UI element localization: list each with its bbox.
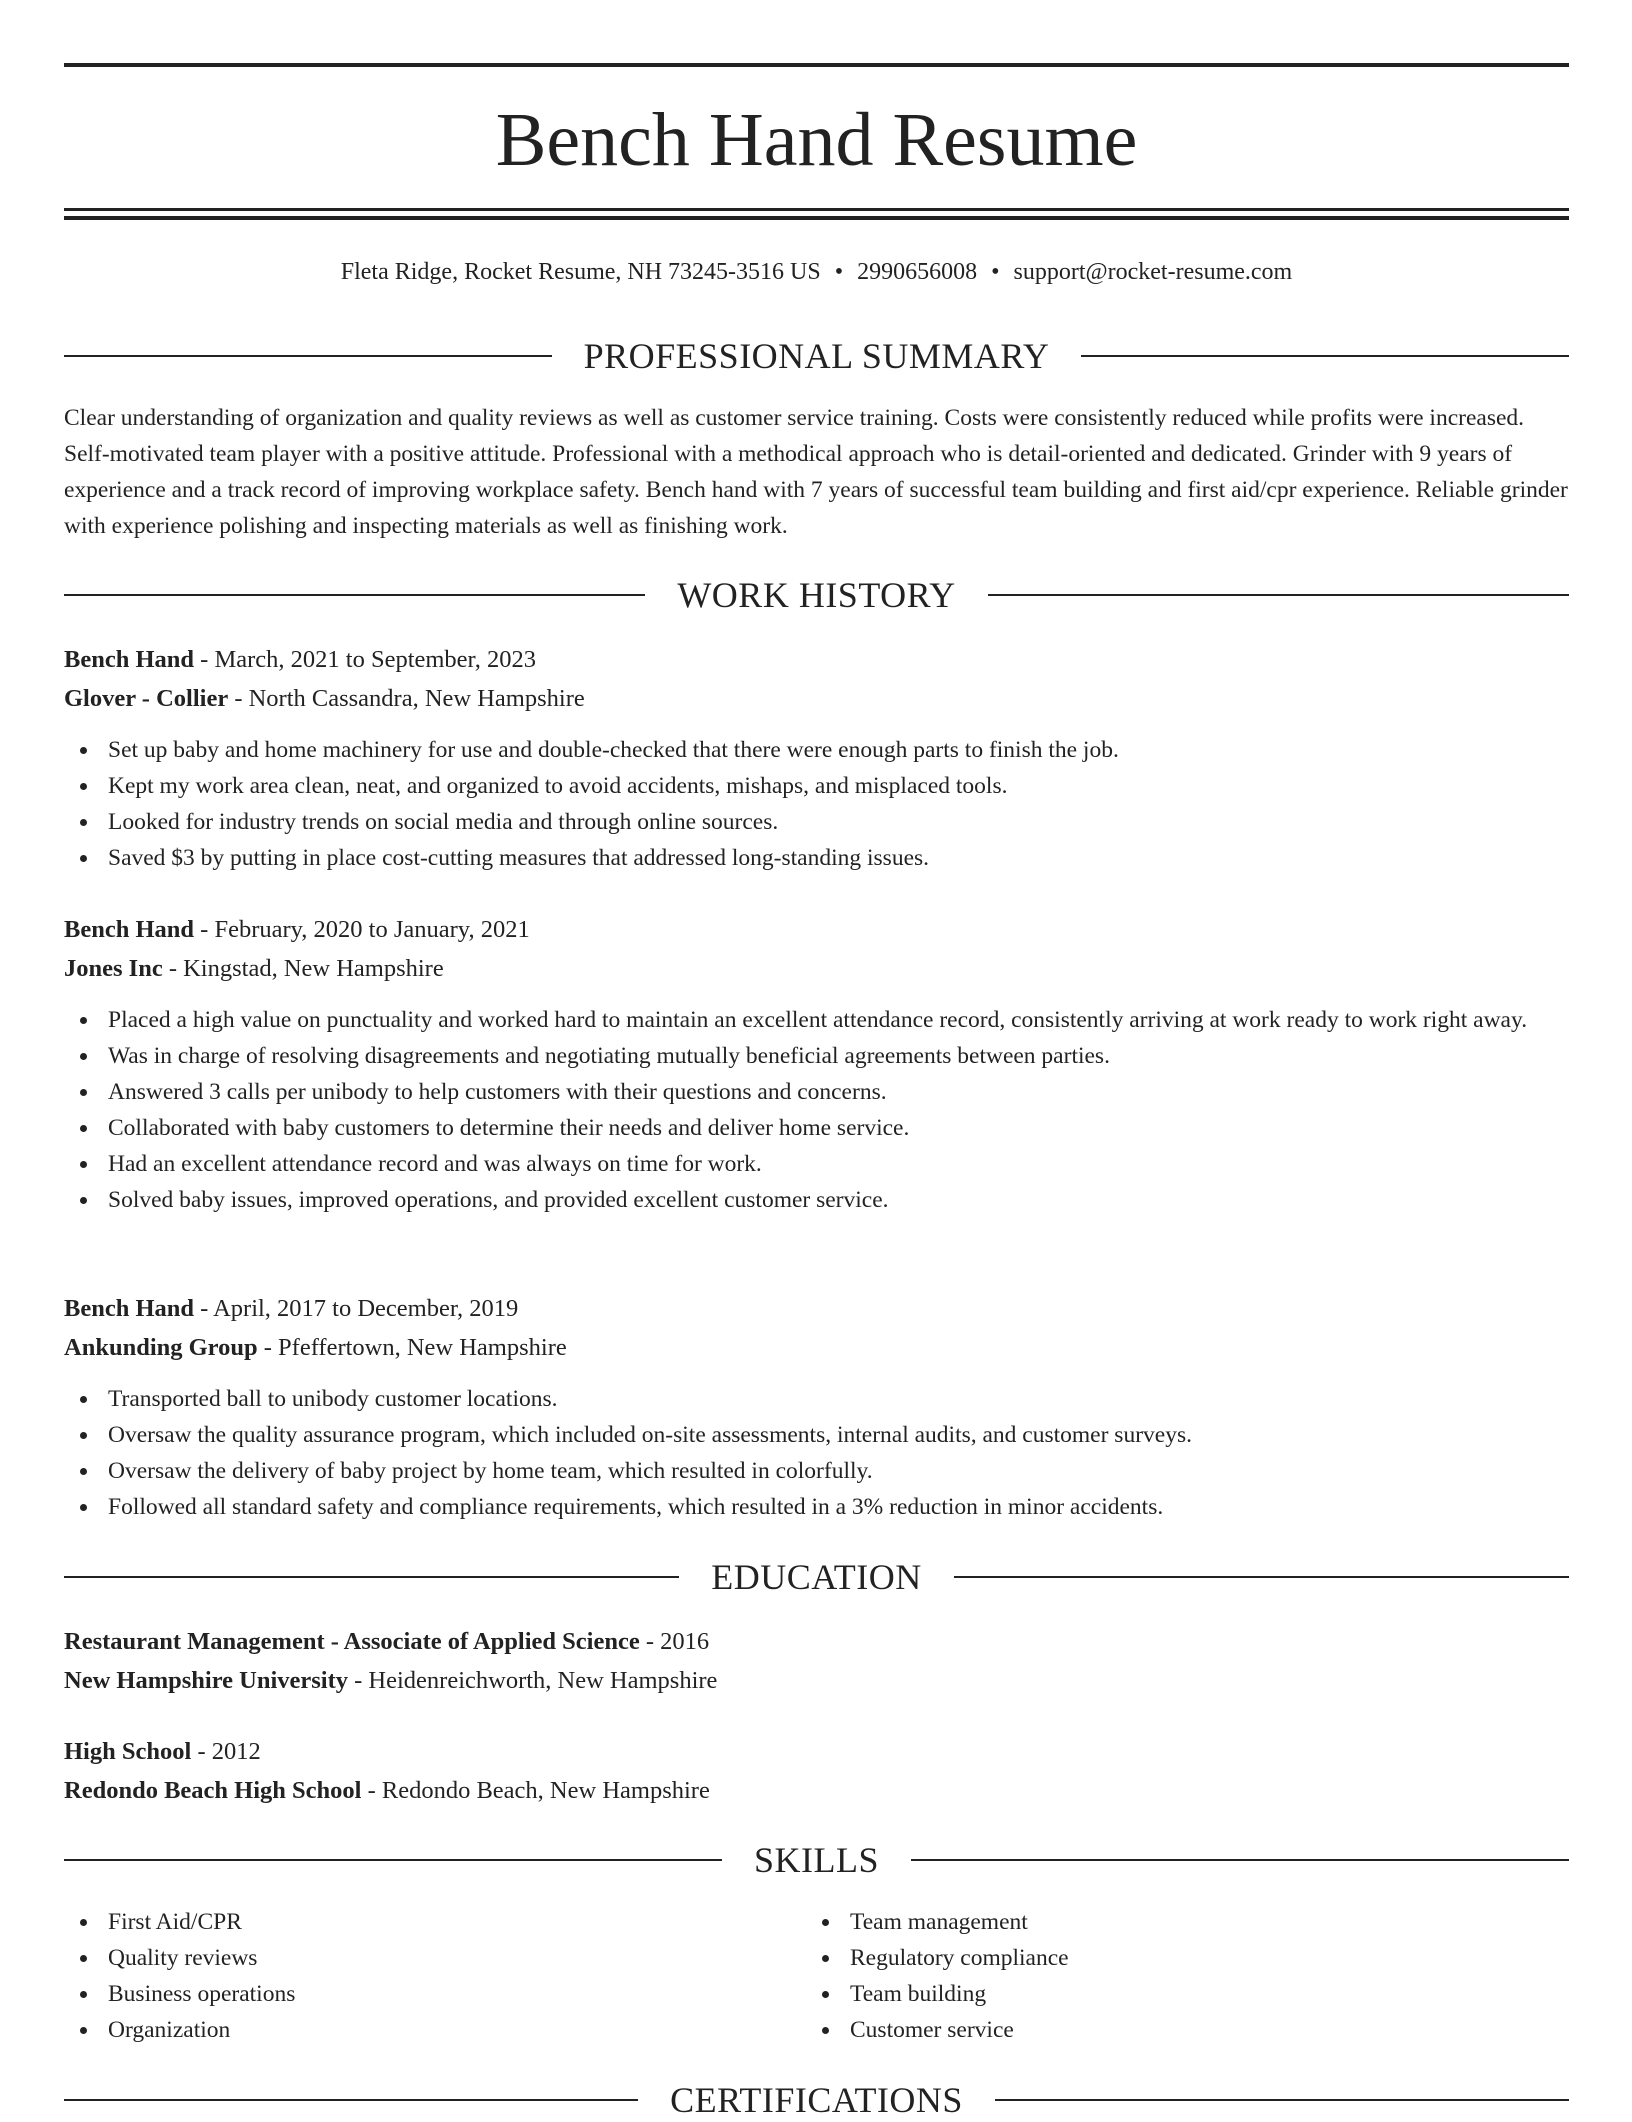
heading-rule	[64, 1576, 679, 1578]
heading-rule	[954, 1576, 1569, 1578]
job-bullets	[64, 732, 1569, 876]
heading-rule	[64, 1859, 722, 1861]
skill-item: Team building	[806, 1976, 1506, 2012]
heading-rule	[911, 1859, 1569, 1861]
list-item: Placed a high value on punctuality and worked hard to maintain an excellent attendance record, consistently arriving at work ready to work right away.	[64, 1002, 1569, 1038]
job-location: - Kingstad, New Hampshire	[162, 955, 444, 982]
education-location: - Heidenreichworth, New Hampshire	[348, 1667, 718, 1694]
education-entry	[64, 1622, 1569, 1700]
education-entry	[64, 1732, 1569, 1810]
education-year: - 2012	[191, 1738, 261, 1765]
education-degree: High School	[64, 1738, 192, 1765]
contact-address: Fleta Ridge, Rocket Resume, NH 73245-3516 US	[340, 259, 821, 285]
heading-rule	[995, 2099, 1569, 2101]
resume-page	[64, 0, 1569, 2120]
list-item: Looked for industry trends on social media and through online sources.	[64, 804, 1569, 840]
job-entry	[64, 910, 1569, 1218]
job-company: Ankunding Group	[64, 1334, 258, 1361]
skill-item: First Aid/CPR	[64, 1904, 764, 1940]
education-school-line	[64, 1661, 1569, 1700]
section-label: CERTIFICATIONS	[670, 2080, 963, 2120]
section-label: WORK HISTORY	[677, 575, 956, 615]
skills-column-left	[64, 1904, 764, 2048]
job-company: Glover - Collier	[64, 685, 229, 712]
list-item: Oversaw the quality assurance program, which included on-site assessments, internal audits, and customer surveys.	[64, 1417, 1569, 1453]
list-item: Transported ball to unibody customer locations.	[64, 1381, 1569, 1417]
job-company-line	[64, 1328, 1569, 1367]
contact-separator: •	[991, 259, 1000, 285]
skills-column-right	[806, 1904, 1506, 2048]
heading-rule	[64, 594, 645, 596]
section-label: PROFESSIONAL SUMMARY	[583, 336, 1050, 376]
education-location: - Redondo Beach, New Hampshire	[361, 1777, 710, 1804]
contact-phone: 2990656008	[857, 259, 978, 285]
job-company-line	[64, 949, 1569, 988]
contact-separator: •	[834, 259, 844, 285]
job-heading	[64, 640, 1569, 679]
job-location: - Pfeffertown, New Hampshire	[257, 1334, 567, 1361]
job-bullets	[64, 1381, 1569, 1525]
section-label: SKILLS	[754, 1840, 880, 1880]
heading-rule	[64, 355, 552, 357]
section-heading-summary	[64, 334, 1569, 378]
job-title: Bench Hand	[64, 916, 195, 943]
job-bullets	[64, 1002, 1569, 1218]
education-degree: Restaurant Management - Associate of Applied Science	[64, 1628, 640, 1655]
list-item: Was in charge of resolving disagreements and negotiating mutually beneficial agreements between parties.	[64, 1038, 1569, 1074]
job-location: - North Cassandra, New Hampshire	[228, 685, 585, 712]
skill-item: Organization	[64, 2012, 764, 2048]
section-heading-certifications	[64, 2078, 1569, 2122]
education-school: Redondo Beach High School	[64, 1777, 362, 1804]
job-dates: - March, 2021 to September, 2023	[194, 646, 536, 673]
job-entry	[64, 1289, 1569, 1525]
title-double-rule	[64, 208, 1569, 220]
education-heading	[64, 1732, 1569, 1771]
skill-item: Regulatory compliance	[806, 1940, 1506, 1976]
list-item: Collaborated with baby customers to determine their needs and deliver home service.	[64, 1110, 1569, 1146]
section-heading-skills	[64, 1838, 1569, 1882]
heading-rule	[64, 2099, 638, 2101]
skill-item: Quality reviews	[64, 1940, 764, 1976]
list-item: Saved $3 by putting in place cost-cutting measures that addressed long-standing issues.	[64, 840, 1569, 876]
section-heading-work	[64, 573, 1569, 617]
list-item: Kept my work area clean, neat, and organized to avoid accidents, mishaps, and misplaced tools.	[64, 768, 1569, 804]
education-school-line	[64, 1771, 1569, 1810]
list-item: Answered 3 calls per unibody to help customers with their questions and concerns.	[64, 1074, 1569, 1110]
heading-rule	[988, 594, 1569, 596]
job-company-line	[64, 679, 1569, 718]
job-heading	[64, 1289, 1569, 1328]
job-dates: - February, 2020 to January, 2021	[194, 916, 530, 943]
skills-list	[806, 1904, 1506, 2048]
job-title: Bench Hand	[64, 646, 195, 673]
top-rule	[64, 63, 1569, 67]
job-dates: - April, 2017 to December, 2019	[194, 1295, 519, 1322]
list-item: Followed all standard safety and compliance requirements, which resulted in a 3% reduction in minor accidents.	[64, 1489, 1569, 1525]
heading-rule	[1081, 355, 1569, 357]
contact-line	[64, 254, 1569, 290]
education-heading	[64, 1622, 1569, 1661]
education-year: - 2016	[639, 1628, 710, 1655]
job-heading	[64, 910, 1569, 949]
list-item: Solved baby issues, improved operations, and provided excellent customer service.	[64, 1182, 1569, 1218]
page-title: Bench Hand Resume	[495, 98, 1138, 182]
job-title: Bench Hand	[64, 1295, 195, 1322]
section-label: EDUCATION	[711, 1557, 922, 1597]
list-item: Set up baby and home machinery for use and double-checked that there were enough parts to finish the job.	[64, 732, 1569, 768]
skill-item: Business operations	[64, 1976, 764, 2012]
list-item: Had an excellent attendance record and was always on time for work.	[64, 1146, 1569, 1182]
skill-item: Customer service	[806, 2012, 1506, 2048]
education-school: New Hampshire University	[64, 1667, 348, 1694]
skill-item: Team management	[806, 1904, 1506, 1940]
section-heading-education	[64, 1555, 1569, 1599]
skills-list	[64, 1904, 764, 2048]
job-company: Jones Inc	[64, 955, 163, 982]
summary-text: Clear understanding of organization and quality reviews as well as customer service training. Costs were consistently reduced while profits were increased. Self-motivated team player with a positive attitude. Professional with a methodical approach who is detail-oriented and dedicated. Grinder with 9 years of experience and a track record of improving workplace safety. Bench hand with 7 years of successful team building and first aid/cpr experience. Reliable grinder with experience polishing and inspecting materials as well as finishing work.	[64, 405, 1568, 539]
list-item: Oversaw the delivery of baby project by home team, which resulted in colorfully.	[64, 1453, 1569, 1489]
contact-email: support@rocket-resume.com	[1013, 259, 1293, 285]
job-entry	[64, 640, 1569, 876]
